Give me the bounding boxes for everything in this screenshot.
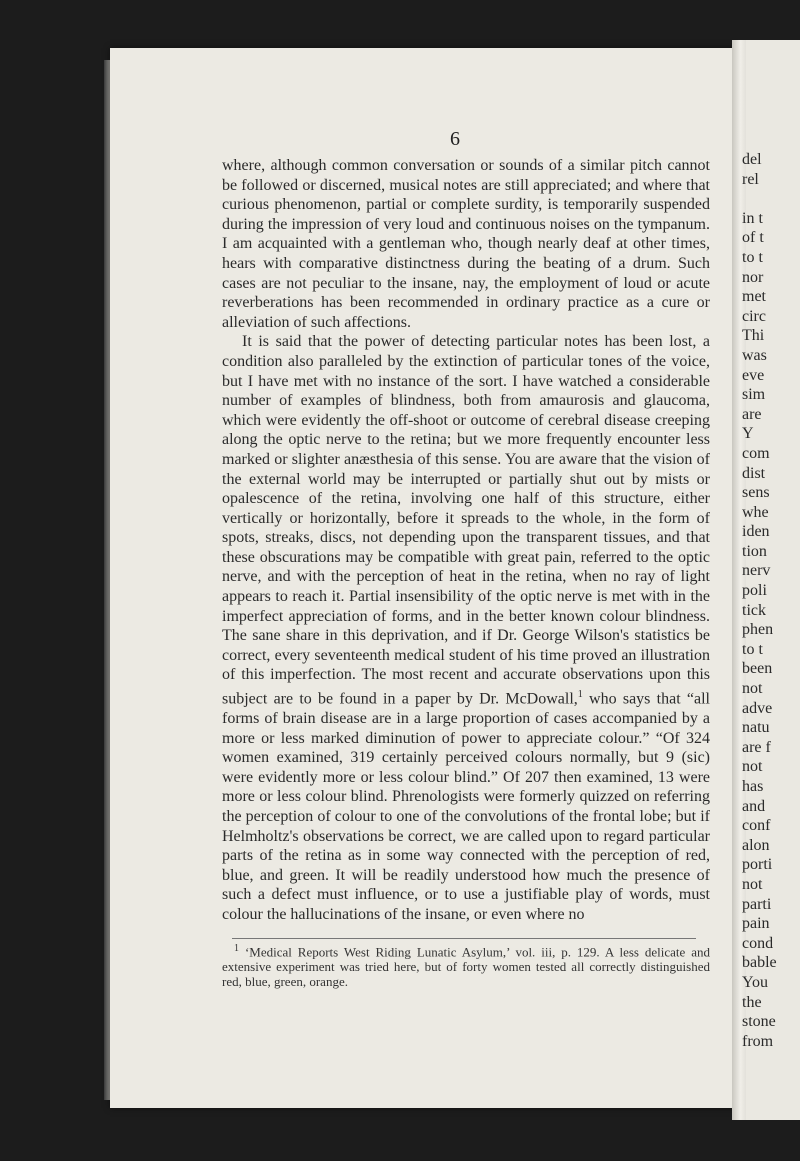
fragment: com: [742, 444, 770, 462]
fragment: pain: [742, 915, 770, 933]
fragment: are f: [742, 738, 771, 756]
fragment: adve: [742, 699, 773, 717]
fragment: tion: [742, 542, 767, 560]
footnote: [222, 941, 710, 989]
fragment: sim: [742, 386, 766, 404]
paragraph-1: where, although common conversation or sounds of a similar pitch cannot be followed or discerned, musical notes are still appreciated; and where that curious phenomenon, partial or complete surdity, is temporarily suspended during the impression of very loud and continuous noises on the tympanum. I am acquainted with a gentleman who, though nearly deaf at other times, hears with comparative distinctness during the beating of a drum. Such cases are not peculiar to the insane, nay, the employment of loud or acute reverberations has been recommended in ordinary practice as a cure or alleviation of such affections.: [222, 157, 710, 331]
fragment: parti: [742, 895, 772, 913]
fragment: poli: [742, 582, 767, 600]
fragment: tick: [742, 601, 766, 619]
fragment: alon: [742, 836, 770, 854]
fragment: not: [742, 875, 763, 893]
footnote-reference[interactable]: 1: [577, 689, 583, 701]
fragment: natu: [742, 719, 770, 737]
fragment: You: [742, 973, 768, 991]
paragraph-2-text: It is said that the power of detecting particular notes has been lost, a condition also paralleled by the extinction of particular tones of the voice, but I have met with no instance of the sort. I have watched a considerable number of examples of blindness, both from amaurosis and glaucoma, which were evidently the off-shoot or outcome of cerebral disease creeping along the optic nerve to the retina; but we more frequently encounter less marked or slighter anæsthesia of this sense. You are aware that the vision of the external world may be interrupted or partially shut out by mists or opalescence of the retina, involving one half of this structure, either vertically or horizontally, before it spreads to the whole, in the form of spots, streaks, discs, not depending upon the transparent tissues, and that these obscurations may be compatible with great pain, referred to the optic nerve, and with the perception of heat in the retina, when no ray of light appears to reach it. Partial insensibility of the optic nerve is met with in the imperfect appreciation of forms, and in the better known colour blindness. The sane share in this deprivation, and if Dr. George Wilson's statistics be correct, every seventeenth medical student of his time proved an illustration of this imperfection. The most recent and accurate observations upon this subject are to be found in a paper by Dr. McDowall,: [222, 333, 710, 708]
fragment: Thi: [742, 327, 765, 345]
fragment: to t: [742, 640, 763, 658]
fragment: circ: [742, 307, 766, 325]
paragraph-2: [222, 332, 710, 924]
fragment: met: [742, 288, 766, 306]
fragment: conf: [742, 817, 771, 835]
fragment: iden: [742, 523, 770, 541]
fragment: dist: [742, 464, 766, 482]
fragment: [742, 189, 800, 209]
fragment: phen: [742, 621, 774, 639]
fragment: Y: [742, 425, 754, 443]
fragment: of t: [742, 229, 764, 247]
fragment: bable: [742, 954, 777, 972]
fragment: nerv: [742, 562, 771, 580]
fragment: del: [742, 151, 762, 168]
fragment: porti: [742, 856, 773, 874]
fragment: the: [742, 993, 762, 1011]
fragment: eve: [742, 366, 765, 384]
fragment: from: [742, 1032, 774, 1050]
fragment: and: [742, 797, 766, 815]
facing-page-text: [742, 150, 800, 1051]
fragment: was: [742, 346, 767, 364]
fragment: nor: [742, 268, 764, 286]
paragraph-2-continued: who says that “all forms of brain disease are in a large proportion of cases accompanied by a more or less marked diminution of power to appreciate colour.” “Of 324 women examined, 319 certainly perceived colours normally, but 9 (sic) were evidently more or less colour blind.” Of 207 then examined, 13 were more or less colour blind. Phrenologists were formerly quizzed on referring the perception of colour to one of the convolutions of the frontal lobe; but if Helmholtz's observations be correct, we are called upon to regard particular parts of the retina as in some way connected with the perception of red, blue, and green. It will be readily understood how much the presence of such a defect must influence, or to use a justifiable play of words, must colour the hallucinations of the insane, or even where no: [222, 690, 710, 923]
fragment: to t: [742, 248, 763, 266]
fragment: been: [742, 660, 773, 678]
fragment: not: [742, 680, 763, 698]
page-number: 6: [450, 128, 460, 150]
fragment: cond: [742, 934, 774, 952]
fragment: rel: [742, 170, 759, 188]
fragment: stone: [742, 1013, 776, 1031]
fragment: whe: [742, 503, 769, 521]
fragment: are: [742, 405, 762, 423]
footnote-text: ‘Medical Reports West Riding Lunatic Asylum,’ vol. iii, p. 129. A less delicate and extensive experiment was tried here, but of forty women tested all correctly distinguished red, blue, green, orange.: [222, 944, 711, 990]
body-text: [222, 156, 710, 924]
fragment: in t: [742, 209, 763, 227]
fragment: has: [742, 778, 764, 795]
fragment: sens: [742, 484, 770, 502]
footnote-marker: 1: [234, 943, 239, 954]
footnote-rule: [232, 938, 696, 939]
fragment: not: [742, 758, 763, 776]
